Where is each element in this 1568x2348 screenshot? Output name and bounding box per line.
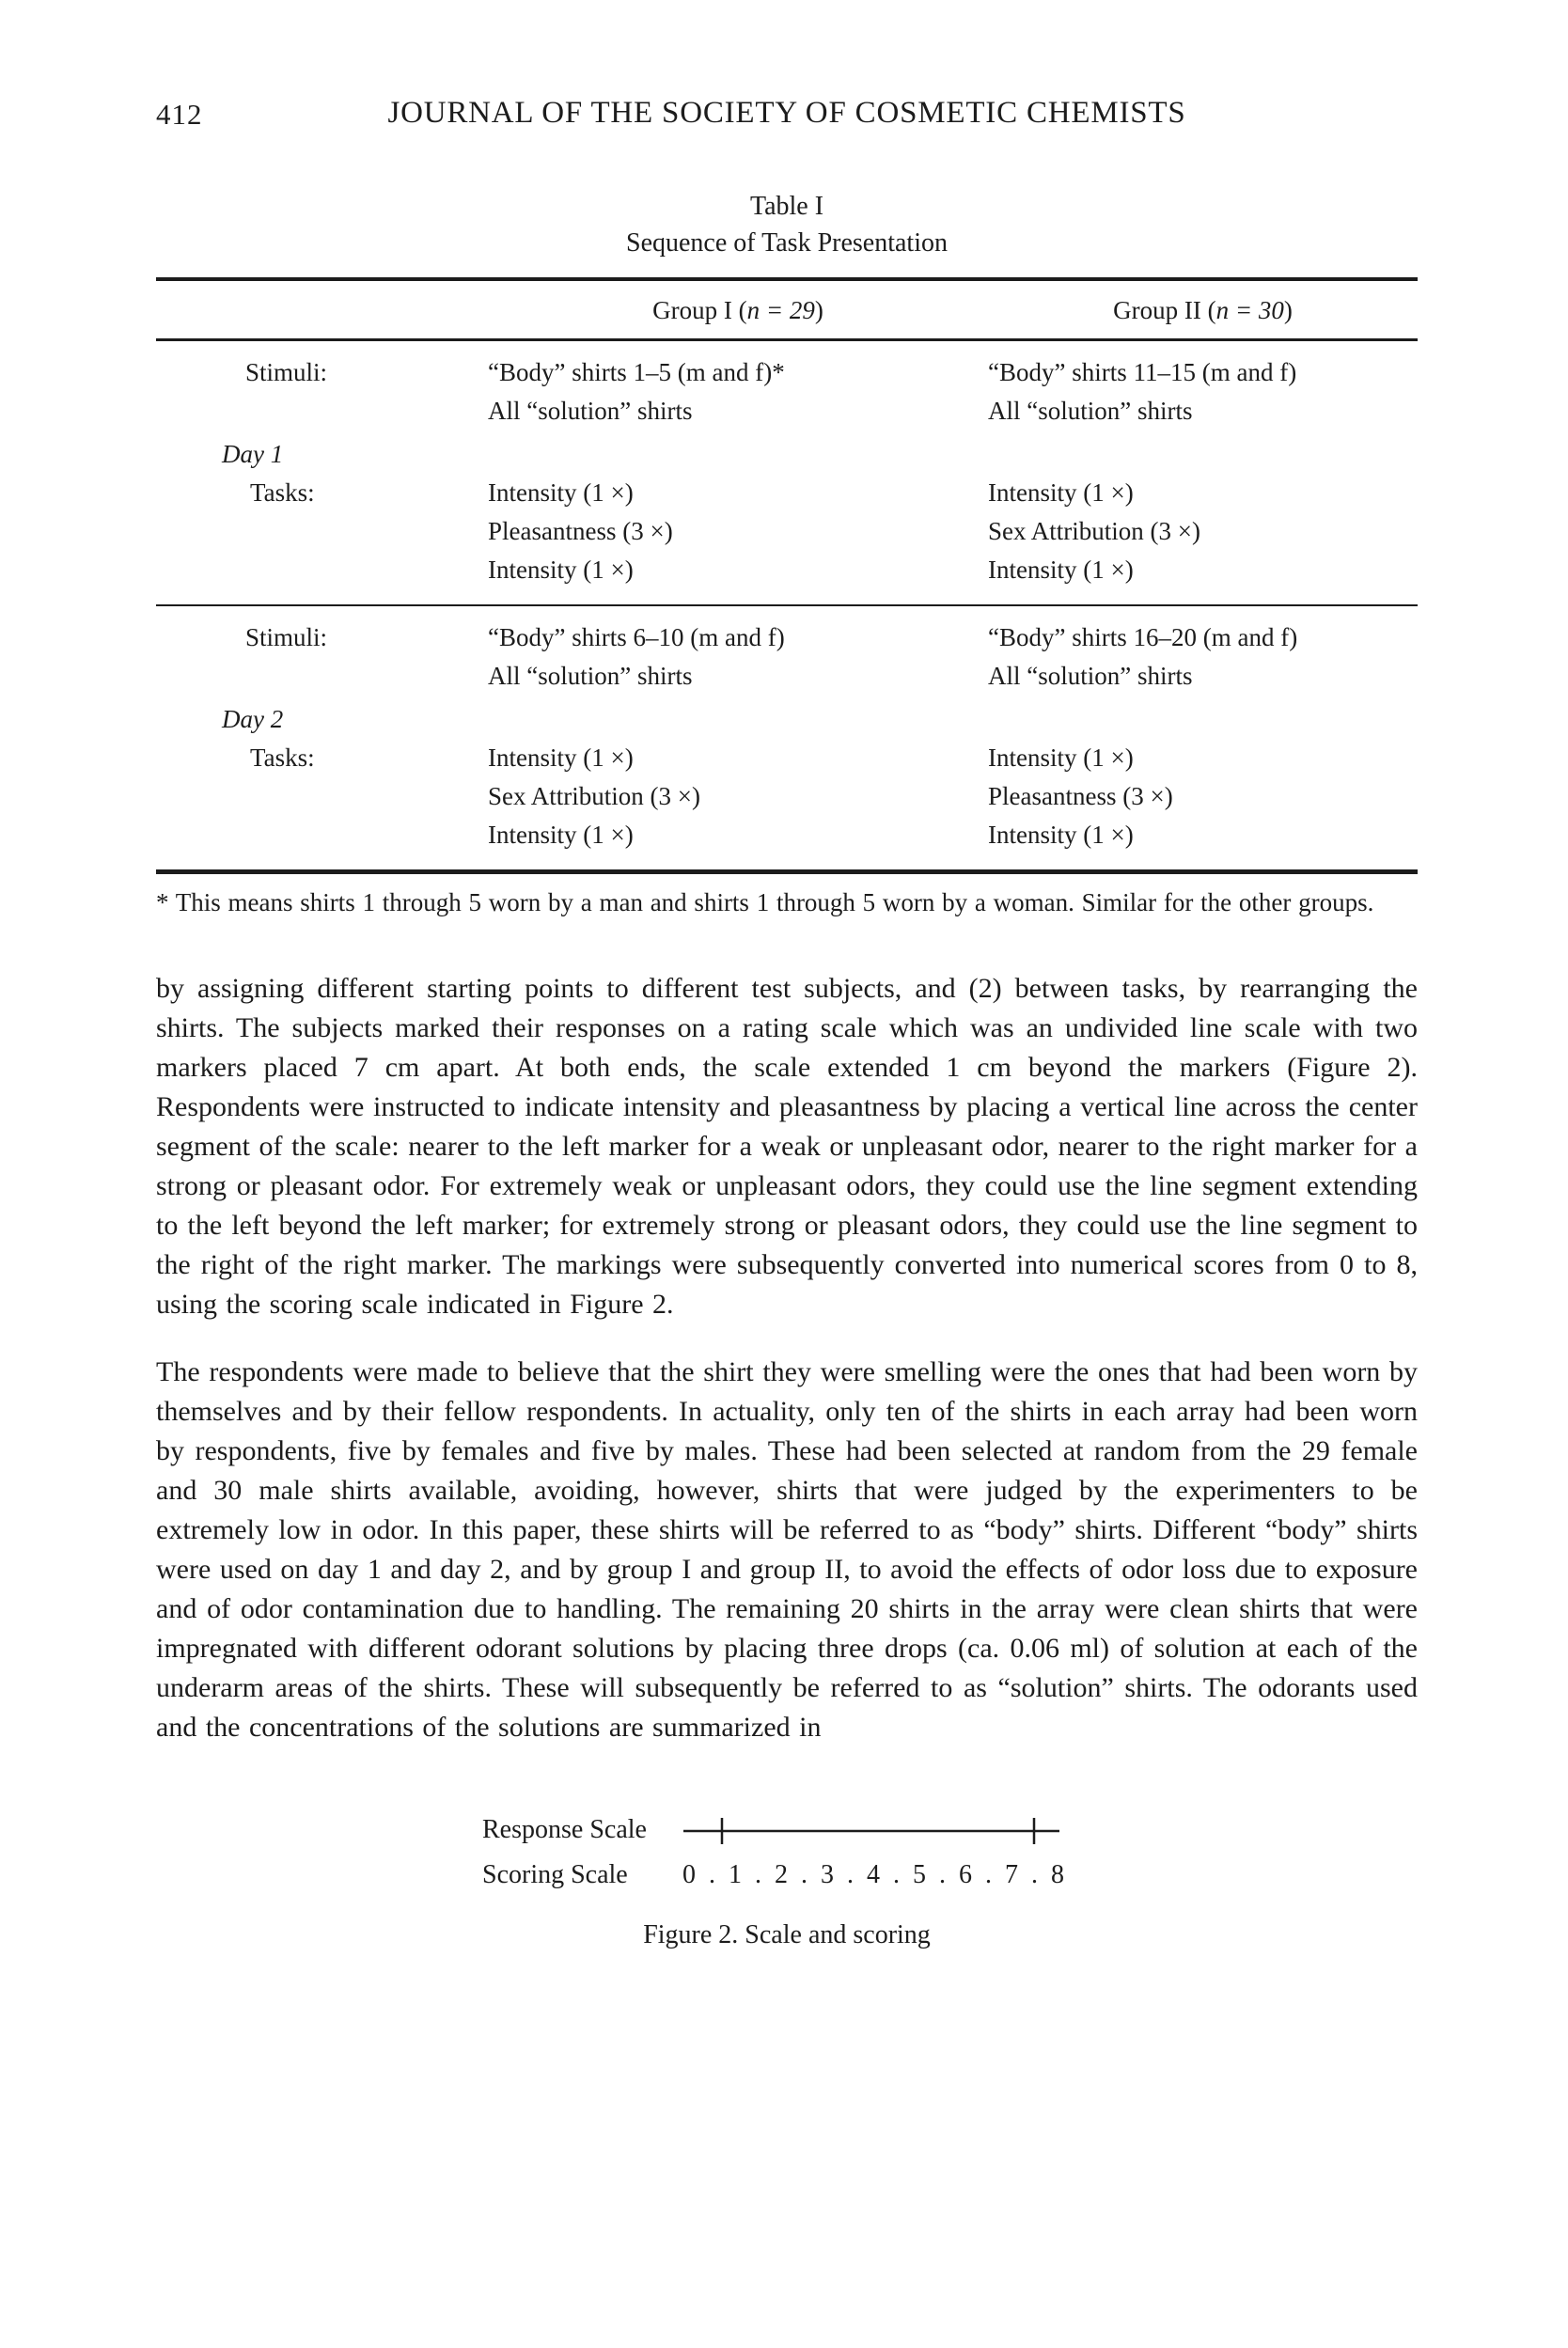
task-line: Intensity (1 ×)	[988, 556, 1134, 584]
header-spacer	[156, 291, 488, 330]
stimuli-line: “Body” shirts 1–5 (m and f)*	[488, 358, 785, 386]
group2-name: Group II (	[1113, 296, 1216, 324]
task-line: Pleasantness (3 ×)	[488, 517, 673, 545]
group2-tasks-day1	[988, 474, 1418, 589]
tasks-label-day2: Tasks:	[250, 744, 315, 772]
task-line: Pleasantness (3 ×)	[988, 782, 1173, 810]
group2-tasks-day2	[988, 739, 1418, 854]
column-header-group1	[488, 291, 988, 330]
stimuli-label-day1: Stimuli:	[245, 358, 328, 386]
task-line: Intensity (1 ×)	[488, 478, 634, 507]
table-section-day2	[156, 606, 1418, 869]
task-line: Intensity (1 ×)	[988, 821, 1134, 849]
task-line: Intensity (1 ×)	[488, 821, 634, 849]
day2-label: Day 2	[222, 705, 284, 733]
stimuli-line: “Body” shirts 11–15 (m and f)	[988, 358, 1297, 386]
table-bottom-rule	[156, 869, 1418, 874]
tasks-row-day2	[156, 739, 1418, 854]
group1-stimuli-day1	[488, 353, 988, 430]
journal-title: JOURNAL OF THE SOCIETY OF COSMETIC CHEMISTS	[387, 96, 1186, 130]
tasks-label-day1: Tasks:	[250, 478, 315, 507]
stimuli-line: “Body” shirts 16–20 (m and f)	[988, 623, 1298, 651]
task-line: Intensity (1 ×)	[988, 744, 1134, 772]
table-header-row	[156, 281, 1418, 338]
response-scale-label: Response Scale	[482, 1815, 647, 1844]
figure-2	[156, 1808, 1418, 1950]
stimuli-row-day2	[156, 618, 1418, 696]
paragraph-1: by assigning different starting points to different test subjects, and (2) between tasks, by rearranging the shirts. The subjects marked their responses on a rating scale which was an undivided line scale with two markers placed 7 cm apart. At both ends, the scale extended 1 cm beyond the markers (Figure 2). Respondents were instructed to indicate intensity and pleasantness by placing a vertical line across the center segment of the scale: nearer to the left marker for a weak or unpleasant odor, nearer to the right marker for a strong or pleasant odor. For extremely weak or unpleasant odors, they could use the line segment extending to the left beyond the left marker; for extremely strong or pleasant odors, they could use the line segment to the right of the right marker. The markings were subsequently converted into numerical scores from 0 to 8, using the scoring scale indicated in Figure 2.	[156, 973, 1418, 1320]
tasks-row-day1	[156, 474, 1418, 589]
table-footnote: * This means shirts 1 through 5 worn by a man and shirts 1 through 5 worn by a woman. Similar for the other groups.	[156, 888, 1374, 916]
group1-n: n = 29	[746, 296, 815, 324]
stimuli-line: “Body” shirts 6–10 (m and f)	[488, 623, 785, 651]
table-subtitle: Sequence of Task Presentation	[626, 228, 948, 258]
stimuli-row-day1	[156, 353, 1418, 430]
paragraph-2: The respondents were made to believe that the shirt they were smelling were the ones that had been worn by themselves and by their fellow respondents. In actuality, only ten of the shirts in each array had been worn by respondents, five by females and five by males. These had been selected at random from the 29 female and 30 male shirts available, avoiding, however, shirts that were judged by the experimenters to be extremely low in odor. In this paper, these shirts will be referred to as “body” shirts. Different “body” shirts were used on day 1 and day 2, and by group I and group II, to avoid the effects of odor loss due to exposure and of odor contamination due to handling. The remaining 20 shirts in the array were clean shirts that were impregnated with different odorant solutions by placing three drops (ca. 0.06 ml) of solution at each of the underarm areas of the shirts. These will subsequently be referred to as “solution” shirts. The odorants used and the concentrations of the solutions are summarized in	[156, 1356, 1418, 1743]
stimuli-line: All “solution” shirts	[988, 397, 1193, 425]
table-section-day1	[156, 341, 1418, 604]
group1-close: )	[814, 296, 823, 324]
scoring-scale-row	[482, 1853, 1418, 1898]
table-1	[156, 192, 1418, 922]
scoring-scale-values: 0 . 1 . 2 . 3 . 4 . 5 . 6 . 7 . 8	[682, 1860, 1065, 1889]
group1-tasks-day1	[488, 474, 988, 589]
column-header-group2	[988, 291, 1418, 330]
group2-stimuli-day2	[988, 618, 1418, 696]
scoring-scale-label: Scoring Scale	[482, 1860, 628, 1889]
stimuli-line: All “solution” shirts	[988, 662, 1193, 690]
group1-stimuli-day2	[488, 618, 988, 696]
task-line: Sex Attribution (3 ×)	[488, 782, 700, 810]
figure-2-scales	[482, 1808, 1418, 1898]
task-line: Intensity (1 ×)	[488, 556, 634, 584]
page-number: 412	[156, 98, 203, 131]
task-line: Intensity (1 ×)	[488, 744, 634, 772]
response-scale-row	[482, 1808, 1418, 1853]
response-scale-line	[682, 1813, 1060, 1847]
group1-tasks-day2	[488, 739, 988, 854]
body-text	[156, 969, 1418, 1747]
task-line: Sex Attribution (3 ×)	[988, 517, 1200, 545]
page-header	[156, 94, 1418, 135]
stimuli-line: All “solution” shirts	[488, 662, 693, 690]
group2-stimuli-day1	[988, 353, 1418, 430]
figure-caption: Figure 2. Scale and scoring	[643, 1920, 931, 1949]
group2-close: )	[1283, 296, 1293, 324]
task-line: Intensity (1 ×)	[988, 478, 1134, 507]
stimuli-line: All “solution” shirts	[488, 397, 693, 425]
day1-label: Day 1	[222, 440, 284, 468]
stimuli-label-day2: Stimuli:	[245, 623, 328, 651]
group1-name: Group I (	[652, 296, 747, 324]
table-title: Table I	[749, 192, 824, 221]
group2-n: n = 30	[1215, 296, 1284, 324]
